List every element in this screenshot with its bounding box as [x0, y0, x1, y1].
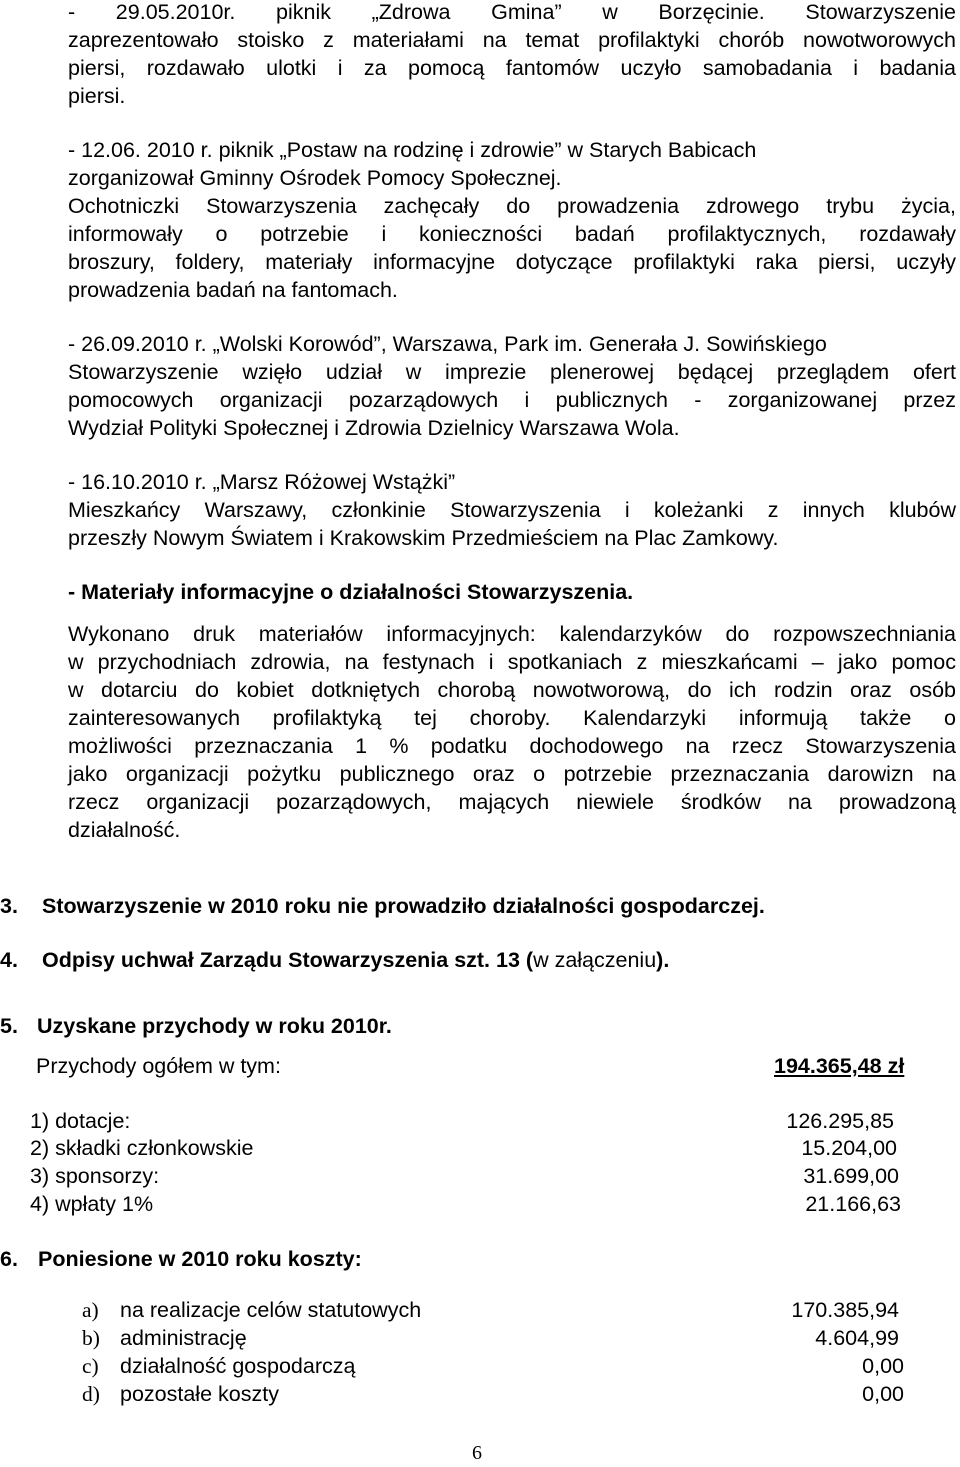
- cost-item-letter: a): [82, 1298, 99, 1322]
- event-4-line-2: Mieszkańcy Warszawy, członkinie Stowarzyszenia i koleżanki z innych klubów: [68, 498, 956, 522]
- section-4-text: Odpisy uchwał Zarządu Stowarzyszenia szt. 13 (: [42, 948, 534, 972]
- section-4-number: 4.: [0, 948, 18, 972]
- income-total-label: Przychody ogółem w tym:: [36, 1054, 281, 1078]
- income-item-value: 31.699,00: [803, 1164, 899, 1188]
- materials-line-3: w dotarciu do kobiet dotkniętych chorobą nowotworową, do ich rodzin oraz osób: [68, 678, 956, 702]
- section-4-attachment-note: w załączeniu: [533, 948, 657, 972]
- cost-item-value: 4.604,99: [815, 1326, 899, 1350]
- event-2-line-2: zorganizował Gminny Ośrodek Pomocy Społecznej.: [68, 166, 562, 190]
- materials-line-2: w przychodniach zdrowia, na festynach i spotkaniach z mieszkańcami – jako pomoc: [68, 650, 956, 674]
- materials-line-7: rzecz organizacji pozarządowych, mających niewiele środków na prowadzoną: [68, 790, 956, 814]
- event-1-line-3: piersi, rozdawało ulotki i za pomocą fantomów uczyło samobadania i badania: [68, 56, 956, 80]
- event-4-line-3: przeszły Nowym Światem i Krakowskim Przedmieściem na Plac Zamkowy.: [68, 526, 779, 550]
- income-item-label: 2) składki członkowskie: [30, 1136, 254, 1160]
- income-item-value: 15.204,00: [801, 1136, 897, 1160]
- cost-item-label: pozostałe koszty: [120, 1382, 279, 1406]
- event-4-line-1: - 16.10.2010 r. „Marsz Różowej Wstążki”: [68, 470, 456, 494]
- section-5-number: 5.: [0, 1014, 18, 1038]
- section-3-text: Stowarzyszenie w 2010 roku nie prowadziło działalności gospodarczej.: [42, 894, 765, 918]
- cost-item-value: 0,00: [862, 1354, 904, 1378]
- event-1-line-1: - 29.05.2010r. piknik „Zdrowa Gmina” w Borzęcinie. Stowarzyszenie: [68, 0, 956, 24]
- income-item-value: 21.166,63: [805, 1192, 901, 1216]
- event-2-line-6: prowadzenia badań na fantomach.: [68, 278, 398, 302]
- cost-item-letter: c): [82, 1354, 99, 1378]
- event-1-line-4: piersi.: [68, 84, 126, 108]
- page-number: 6: [472, 1442, 482, 1464]
- income-item-label: 4) wpłaty 1%: [30, 1192, 154, 1216]
- section-6-number: 6.: [0, 1247, 18, 1271]
- event-2-line-3: Ochotniczki Stowarzyszenia zachęcały do prowadzenia zdrowego trybu życia,: [68, 194, 956, 218]
- cost-item-letter: b): [82, 1326, 100, 1350]
- section-3-number: 3.: [0, 894, 18, 918]
- event-1-line-2: zaprezentowało stoisko z materiałami na temat profilaktyki chorób nowotworowych: [68, 28, 956, 52]
- cost-item-label: administrację: [120, 1326, 247, 1350]
- section-6-text: Poniesione w 2010 roku koszty:: [38, 1247, 362, 1271]
- cost-item-label: na realizacje celów statutowych: [120, 1298, 422, 1322]
- materials-line-8: działalność.: [68, 818, 181, 842]
- section-4-text-end: ).: [656, 948, 670, 972]
- section-5-text: Uzyskane przychody w roku 2010r.: [37, 1014, 392, 1038]
- event-2-line-4: informowały o potrzebie i konieczności badań profilaktycznych, rozdawały: [68, 222, 956, 246]
- materials-line-5: możliwości przeznaczania 1 % podatku dochodowego na rzecz Stowarzyszenia: [68, 734, 956, 758]
- income-item-label: 1) dotacje:: [30, 1109, 131, 1133]
- materials-line-6: jako organizacji pożytku publicznego oraz o potrzebie przeznaczania darowizn na: [68, 762, 956, 786]
- materials-line-1: Wykonano druk materiałów informacyjnych: kalendarzyków do rozpowszechniania: [68, 622, 956, 646]
- materials-heading: - Materiały informacyjne o działalności Stowarzyszenia.: [68, 580, 634, 604]
- event-2-line-5: broszury, foldery, materiały informacyjne dotyczące profilaktyki raka piersi, uczyły: [68, 250, 956, 274]
- cost-item-letter: d): [82, 1382, 100, 1406]
- income-item-label: 3) sponsorzy:: [30, 1164, 160, 1188]
- event-2-line-1: - 12.06. 2010 r. piknik „Postaw na rodzinę i zdrowie” w Starych Babicach: [68, 138, 757, 162]
- event-3-line-4: Wydział Polityki Społecznej i Zdrowia Dzielnicy Warszawa Wola.: [68, 416, 680, 440]
- cost-item-value: 0,00: [862, 1382, 904, 1406]
- income-total-value: 194.365,48 zł: [774, 1054, 905, 1078]
- cost-item-value: 170.385,94: [791, 1298, 899, 1322]
- cost-item-label: działalność gospodarczą: [120, 1354, 356, 1378]
- materials-line-4: zainteresowanych profilaktyką tej choroby. Kalendarzyki informują także o: [68, 706, 956, 730]
- event-3-line-3: pomocowych organizacji pozarządowych i publicznych - zorganizowanej przez: [68, 388, 956, 412]
- income-item-value: 126.295,85: [786, 1109, 894, 1133]
- event-3-line-2: Stowarzyszenie wzięło udział w imprezie plenerowej będącej przeglądem ofert: [68, 360, 956, 384]
- event-3-line-1: - 26.09.2010 r. „Wolski Korowód”, Warszawa, Park im. Generała J. Sowińskiego: [68, 332, 827, 356]
